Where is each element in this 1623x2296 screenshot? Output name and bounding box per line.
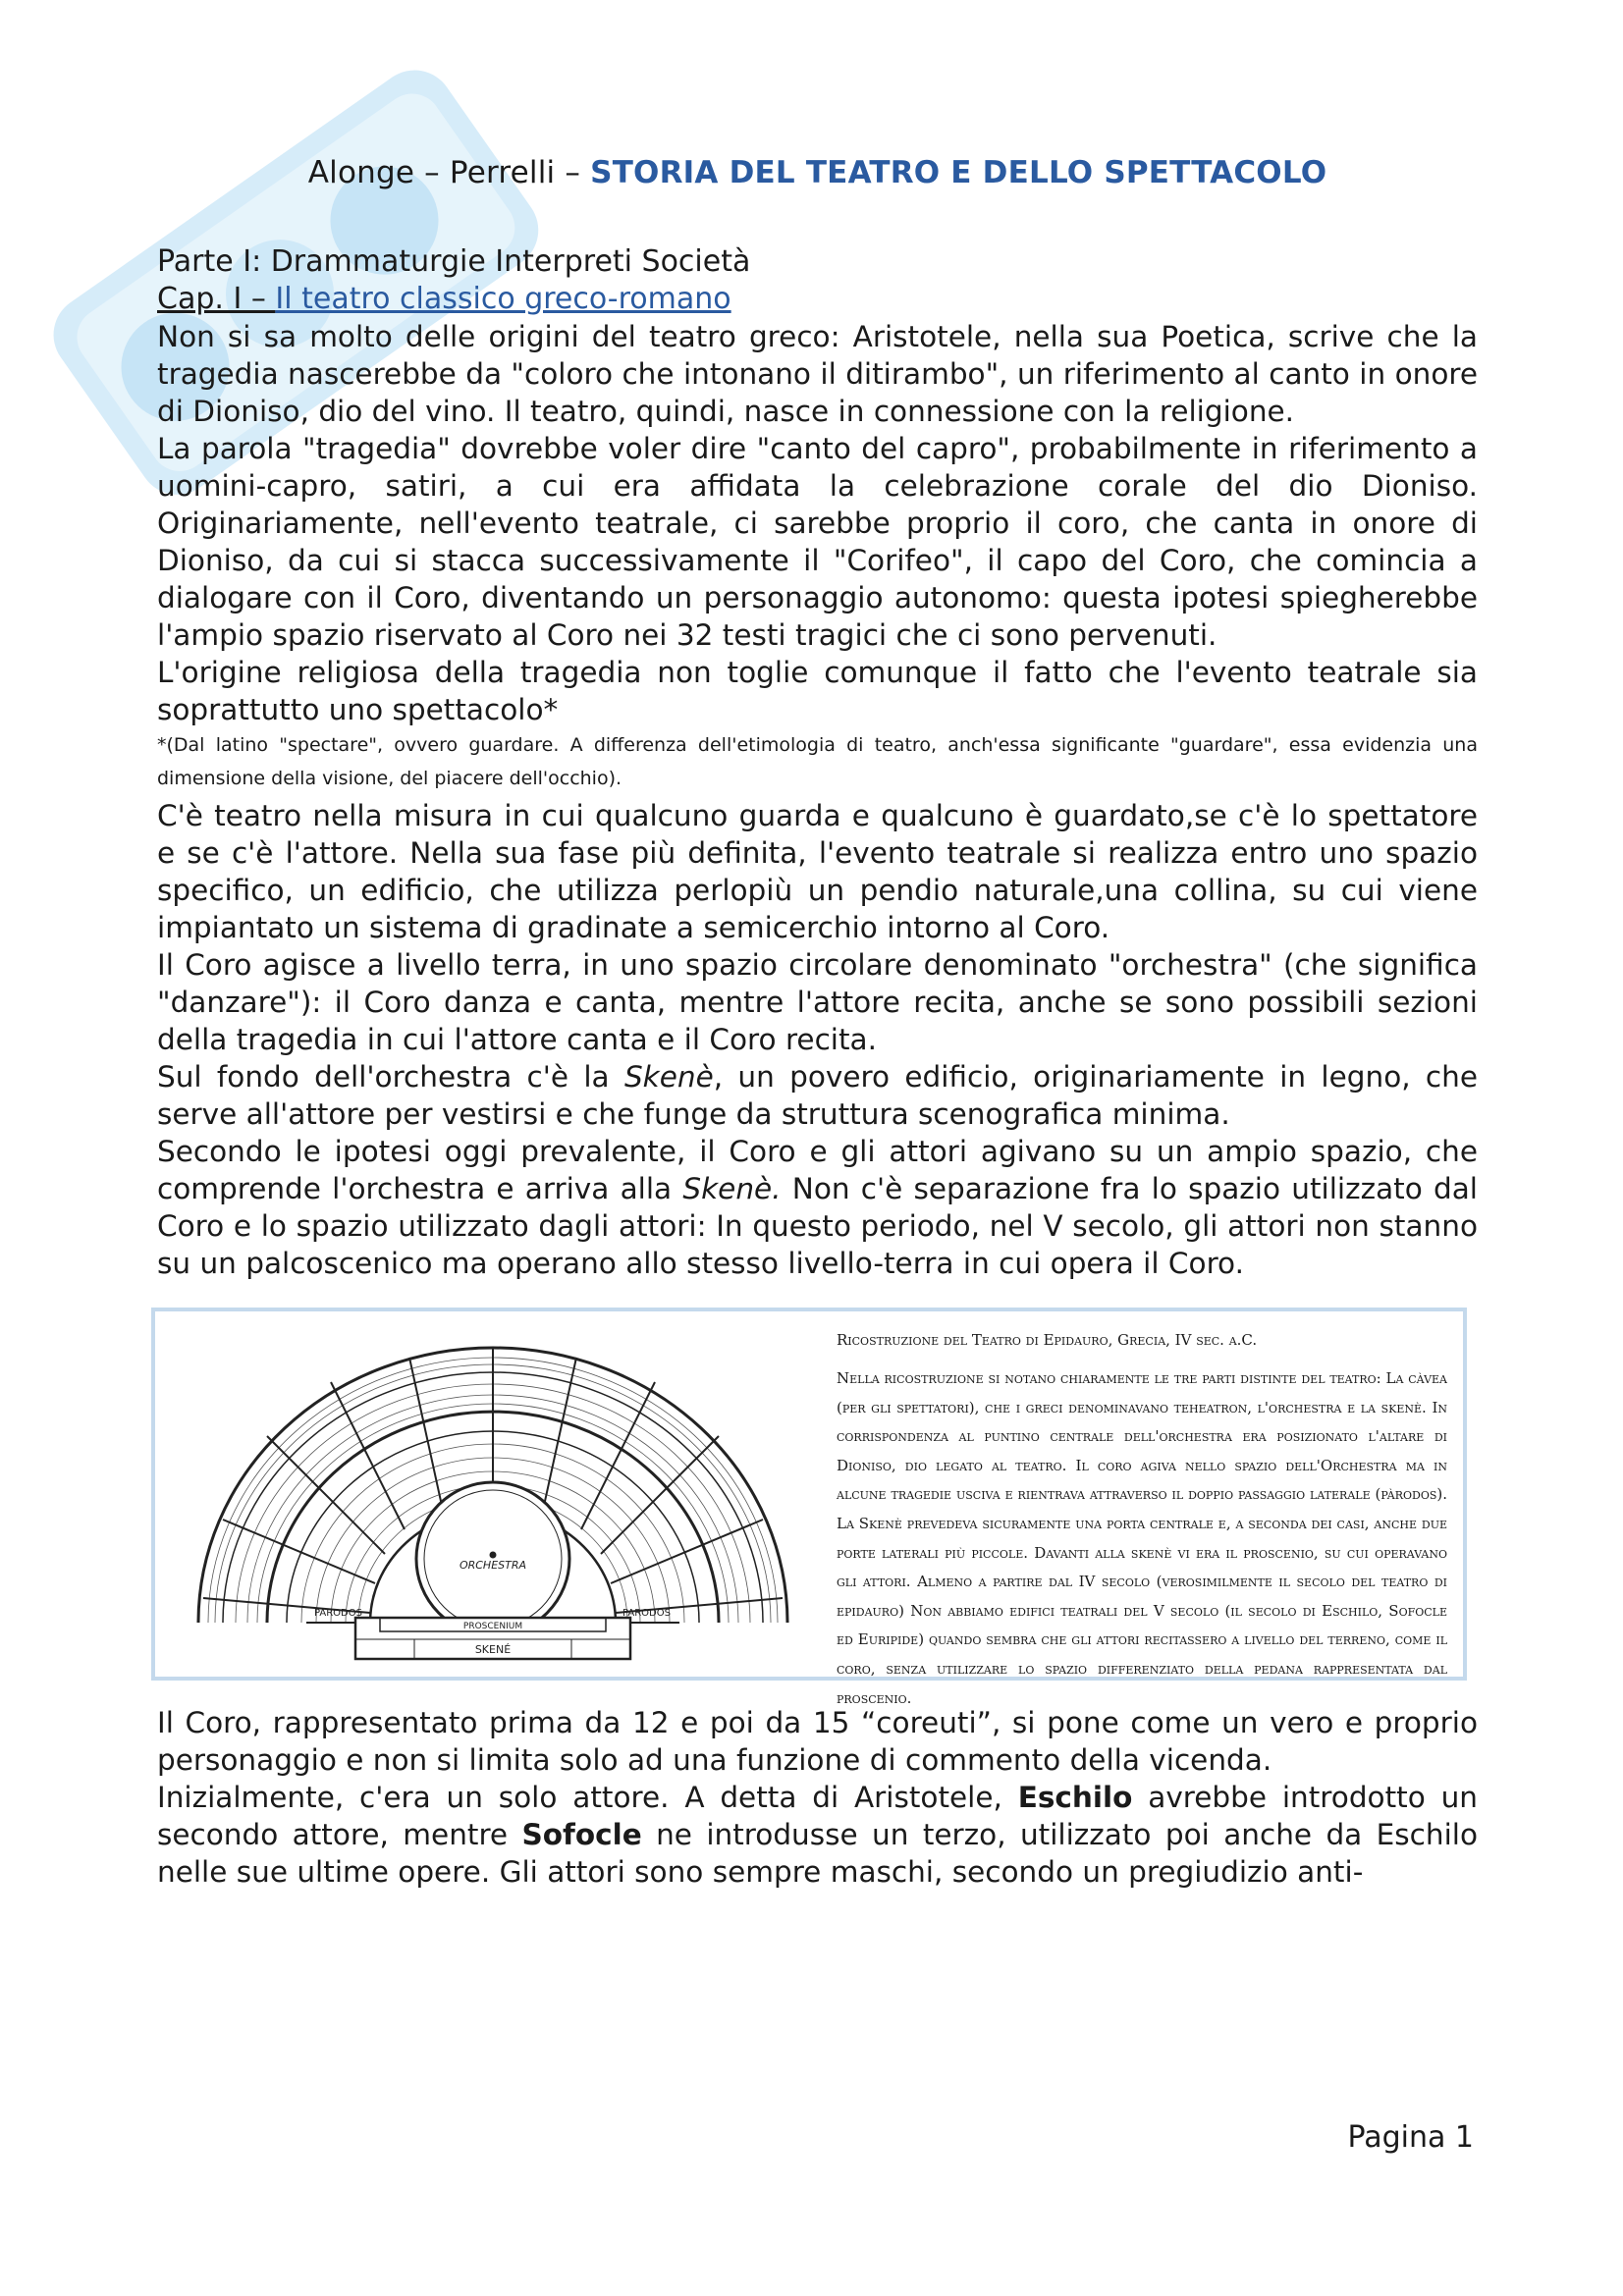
part-heading: Parte I: Drammaturgie Interpreti Società: [157, 244, 751, 279]
label-skene: SKENÉ: [474, 1643, 512, 1656]
document-header: [157, 155, 1478, 190]
p6-part-a: Sul fondo dell'orchestra c'è la: [157, 1060, 624, 1094]
p7-part-b: Non c'è separazione fra lo spazio utilizzato dal Coro e lo spazio utilizzato dagli attori: In questo periodo, nel V secolo, gli attori non stanno su un palcoscenico ma operano allo stesso livello-terra in cui opera il Coro.: [157, 1172, 1478, 1280]
header-authors: Alonge – Perrelli –: [307, 155, 591, 190]
p7-skene: Skenè.: [682, 1172, 782, 1205]
p9-eschilo: Eschilo: [1017, 1781, 1133, 1814]
label-orchestra: ORCHESTRA: [459, 1559, 527, 1572]
figure-caption: [817, 1323, 1449, 1707]
chapter-prefix: Cap. I –: [157, 282, 276, 316]
document-page: [157, 147, 1478, 1891]
p9-sofocle: Sofocle: [521, 1818, 642, 1851]
paragraph-attori: [157, 1779, 1478, 1891]
paragraph-skene: [157, 1058, 1478, 1133]
paragraph-theatre-space: C'è teatro nella misura in cui qualcuno guarda e qualcuno è guardato,se c'è lo spettatore e se c'è l'attore. Nella sua fase più definita, l'evento teatrale si realizza entro uno spazio specifico, un edificio, che utilizza perlopiù un pendio naturale,una collina, su cui viene impiantato un sistema di gradinate a semicerchio intorno al Coro.: [157, 799, 1478, 944]
label-parodos-left: PARODOS: [314, 1608, 362, 1619]
paragraph-origins: Non si sa molto delle origini del teatro greco: Aristotele, nella sua Poetica, scrive che la tragedia nascerebbe da "coloro che intonano il ditirambo", un riferimento al canto in onore di Dioniso, dio del vino. Il teatro, quindi, nasce in connessione con la religione.: [157, 320, 1478, 428]
footnote: *(Dal latino "spectare", ovvero guardare. A differenza dell'etimologia di teatro, anch'essa significante "guardare", essa evidenzia una dimensione della visione, del piacere dell'occhio).: [157, 734, 1478, 789]
caption-title: Ricostruzione del Teatro di Epidauro, Grecia, IV sec. a.C.: [837, 1331, 1258, 1349]
label-proscenium: PROSCENIUM: [462, 1622, 523, 1631]
paragraph-tragedia: La parola "tragedia" dovrebbe voler dire "canto del capro", probabilmente in riferimento a uomini-capro, satiri, a cui era affidata la celebrazione corale del dio Dioniso. Originariamente, nell'evento teatrale, ci sarebbe proprio il coro, che canta in onore di Dioniso, da cui si stacca successivamente il "Corifeo", il capo del Coro, che comincia a dialogare con il Coro, diventando un personaggio autonomo: questa ipotesi spiegherebbe l'ampio spazio riservato al Coro nei 32 testi tragici che ci sono pervenuti.: [157, 432, 1478, 652]
paragraph-coreuti: Il Coro, rappresentato prima da 12 e poi da 15 “coreuti”, si pone come un vero e proprio personaggio e non si limita solo ad una funzione di commento della vicenda.: [157, 1706, 1478, 1777]
paragraph-coro: Il Coro agisce a livello terra, in uno spazio circolare denominato "orchestra" (che significa "danzare"): il Coro danza e canta, mentre l'attore recita, anche se sono possibili sezioni della tragedia in cui l'attore canta e il Coro recita.: [157, 948, 1478, 1056]
chapter-link[interactable]: Il teatro classico greco-romano: [275, 282, 731, 316]
p6-skene: Skenè: [623, 1060, 714, 1094]
p6-part-b: , un povero edificio, originariamente in legno, che serve all'attore per vestirsi e che funge da struttura scenografica minima.: [157, 1060, 1478, 1131]
p9-part-b: avrebbe introdotto un secondo attore, mentre: [157, 1781, 1478, 1851]
header-title: STORIA DEL TEATRO E DELLO SPETTACOLO: [590, 155, 1327, 190]
p7-part-a: Secondo le ipotesi oggi prevalente, il Coro e gli attori agivano su un ampio spazio, che comprende l'orchestra e arriva alla: [157, 1135, 1478, 1205]
paragraph-religious-origin: L'origine religiosa della tragedia non toglie comunque il fatto che l'evento teatrale sia soprattutto uno spettacolo*: [157, 656, 1478, 726]
label-parodos-right: PARODOS: [622, 1608, 671, 1619]
p9-part-c: ne introdusse un terzo, utilizzato poi anche da Eschilo nelle sue ultime opere. Gli attori sono sempre maschi, secondo un pregiudizio anti-: [157, 1818, 1479, 1889]
paragraph-ipotesi: [157, 1133, 1478, 1282]
epidauro-theatre-illustration: [169, 1323, 817, 1667]
caption-body: Nella ricostruzione si notano chiaramente le tre parti distinte del teatro: La càvea (per gli spettatori), che i greci denominavano teheatron, l'orchestra e la skenè. In corrispondenza al puntino centrale dell'orchestra era posizionato l'altare di Dioniso, dio legato al teatro. Il coro agiva nello spazio dell'Orchestra ma in alcune tragedie usciva e rientrava attraverso il doppio passaggio laterale (pàrodos). La Skenè prevedeva sicuramente una porta centrale e, a seconda dei casi, anche due porte laterali più piccole. Davanti alla skenè vi era il proscenio, su cui operavano gli attori. Almeno a partire dal IV secolo (verosimilmente il secolo del teatro di epidauro) Non abbiamo edifici teatrali del V secolo (il secolo di Eschilo, Sofocle ed Euripide) quando sembra che gli attori recitassero a livello del terreno, come il coro, senza utilizzare lo spazio differenziato della pedana rappresentata dal proscenio.: [837, 1369, 1447, 1707]
figure-box: [151, 1308, 1467, 1707]
page-number: Pagina 1: [1347, 2120, 1474, 2155]
chapter-heading: [157, 281, 1478, 318]
p9-part-a: Inizialmente, c'era un solo attore. A detta di Aristotele,: [157, 1781, 1018, 1814]
